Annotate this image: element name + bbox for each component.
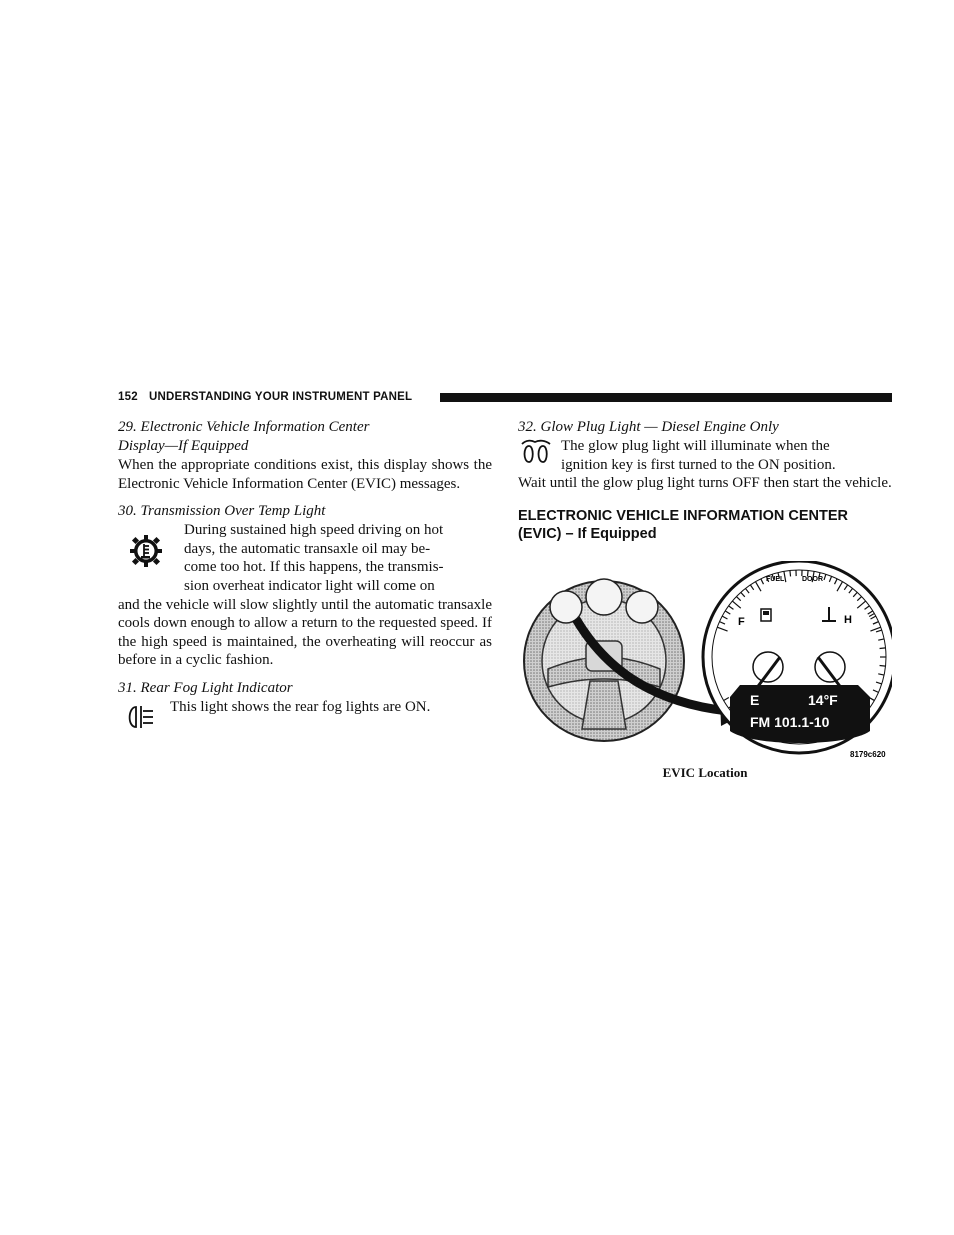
gauge-tick bbox=[880, 665, 886, 666]
evic-location-figure bbox=[518, 561, 892, 761]
evic-caption: EVIC Location bbox=[662, 764, 748, 780]
transmission-temp-icon bbox=[128, 533, 164, 574]
page-header bbox=[118, 390, 892, 406]
item30-line3: come too hot. If this happens, the transmis- bbox=[184, 559, 444, 576]
item29-heading-line1: 29. Electronic Vehicle Information Center bbox=[118, 419, 370, 435]
page-header-title: UNDERSTANDING YOUR INSTRUMENT PANEL bbox=[149, 391, 413, 403]
page-number: 152 bbox=[118, 391, 138, 403]
evic-section-title-line2: (EVIC) – If Equipped bbox=[518, 525, 657, 542]
item32-heading: 32. Glow Plug Light — Diesel Engine Only bbox=[518, 419, 779, 435]
right-column bbox=[518, 418, 892, 781]
gauge-f-label: F bbox=[738, 615, 745, 628]
item30-line1: During sustained high speed driving on hot bbox=[184, 522, 444, 539]
item29-heading-line2: Display—If Equipped bbox=[118, 438, 249, 454]
item30-icon-row bbox=[118, 521, 492, 595]
evic-illustration bbox=[518, 561, 892, 761]
item30-heading: 30. Transmission Over Temp Light bbox=[118, 503, 326, 520]
item31-body: This light shows the rear fog lights are ON. bbox=[170, 698, 431, 715]
gauge-tick bbox=[790, 570, 791, 576]
item31-heading: 31. Rear Fog Light Indicator bbox=[118, 679, 293, 696]
evic-display-line1-left: E bbox=[750, 691, 760, 708]
item30-line4: sion overheat indicator light will come on bbox=[184, 577, 435, 594]
item29-body: When the appropriate conditions exist, this display shows the Electronic Vehicle Information Center (EVIC) messages. bbox=[118, 457, 492, 492]
rear-fog-light-icon bbox=[124, 704, 156, 735]
gauge-tick bbox=[880, 648, 886, 649]
left-column bbox=[118, 418, 492, 717]
gauge-h-label: H bbox=[844, 613, 852, 626]
item32-body: Wait until the glow plug light turns OFF then start the vehicle. bbox=[518, 475, 892, 492]
item32-icon-row bbox=[518, 437, 892, 474]
evic-display-line2: FM 101.1-10 bbox=[750, 713, 830, 730]
item32-line1: The glow plug light will illuminate when the bbox=[561, 438, 830, 454]
gauge-door-label: DOOR bbox=[802, 575, 823, 583]
evic-section-title-line1: ELECTRONIC VEHICLE INFORMATION CENTER bbox=[518, 507, 849, 524]
item32-line2: ignition key is first turned to the ON position. bbox=[561, 456, 836, 473]
fuel-temp-gauge-drawing bbox=[703, 561, 892, 753]
figure-code: 8179c620 bbox=[850, 749, 886, 759]
gauge-fuel-label: FUEL bbox=[766, 575, 785, 583]
item30-body: and the vehicle will slow slightly until the automatic transaxle cools down enough to allow a return to the requested speed. If the high speed is maintained, the overheating will reoccur as before in a cyclic fashion. bbox=[118, 596, 492, 669]
evic-display-line1-right: 14°F bbox=[808, 691, 838, 708]
glow-plug-icon bbox=[518, 439, 554, 470]
header-rule bbox=[440, 393, 892, 402]
item30-line2: days, the automatic transaxle oil may be- bbox=[184, 540, 431, 557]
item31-icon-row bbox=[118, 698, 492, 717]
